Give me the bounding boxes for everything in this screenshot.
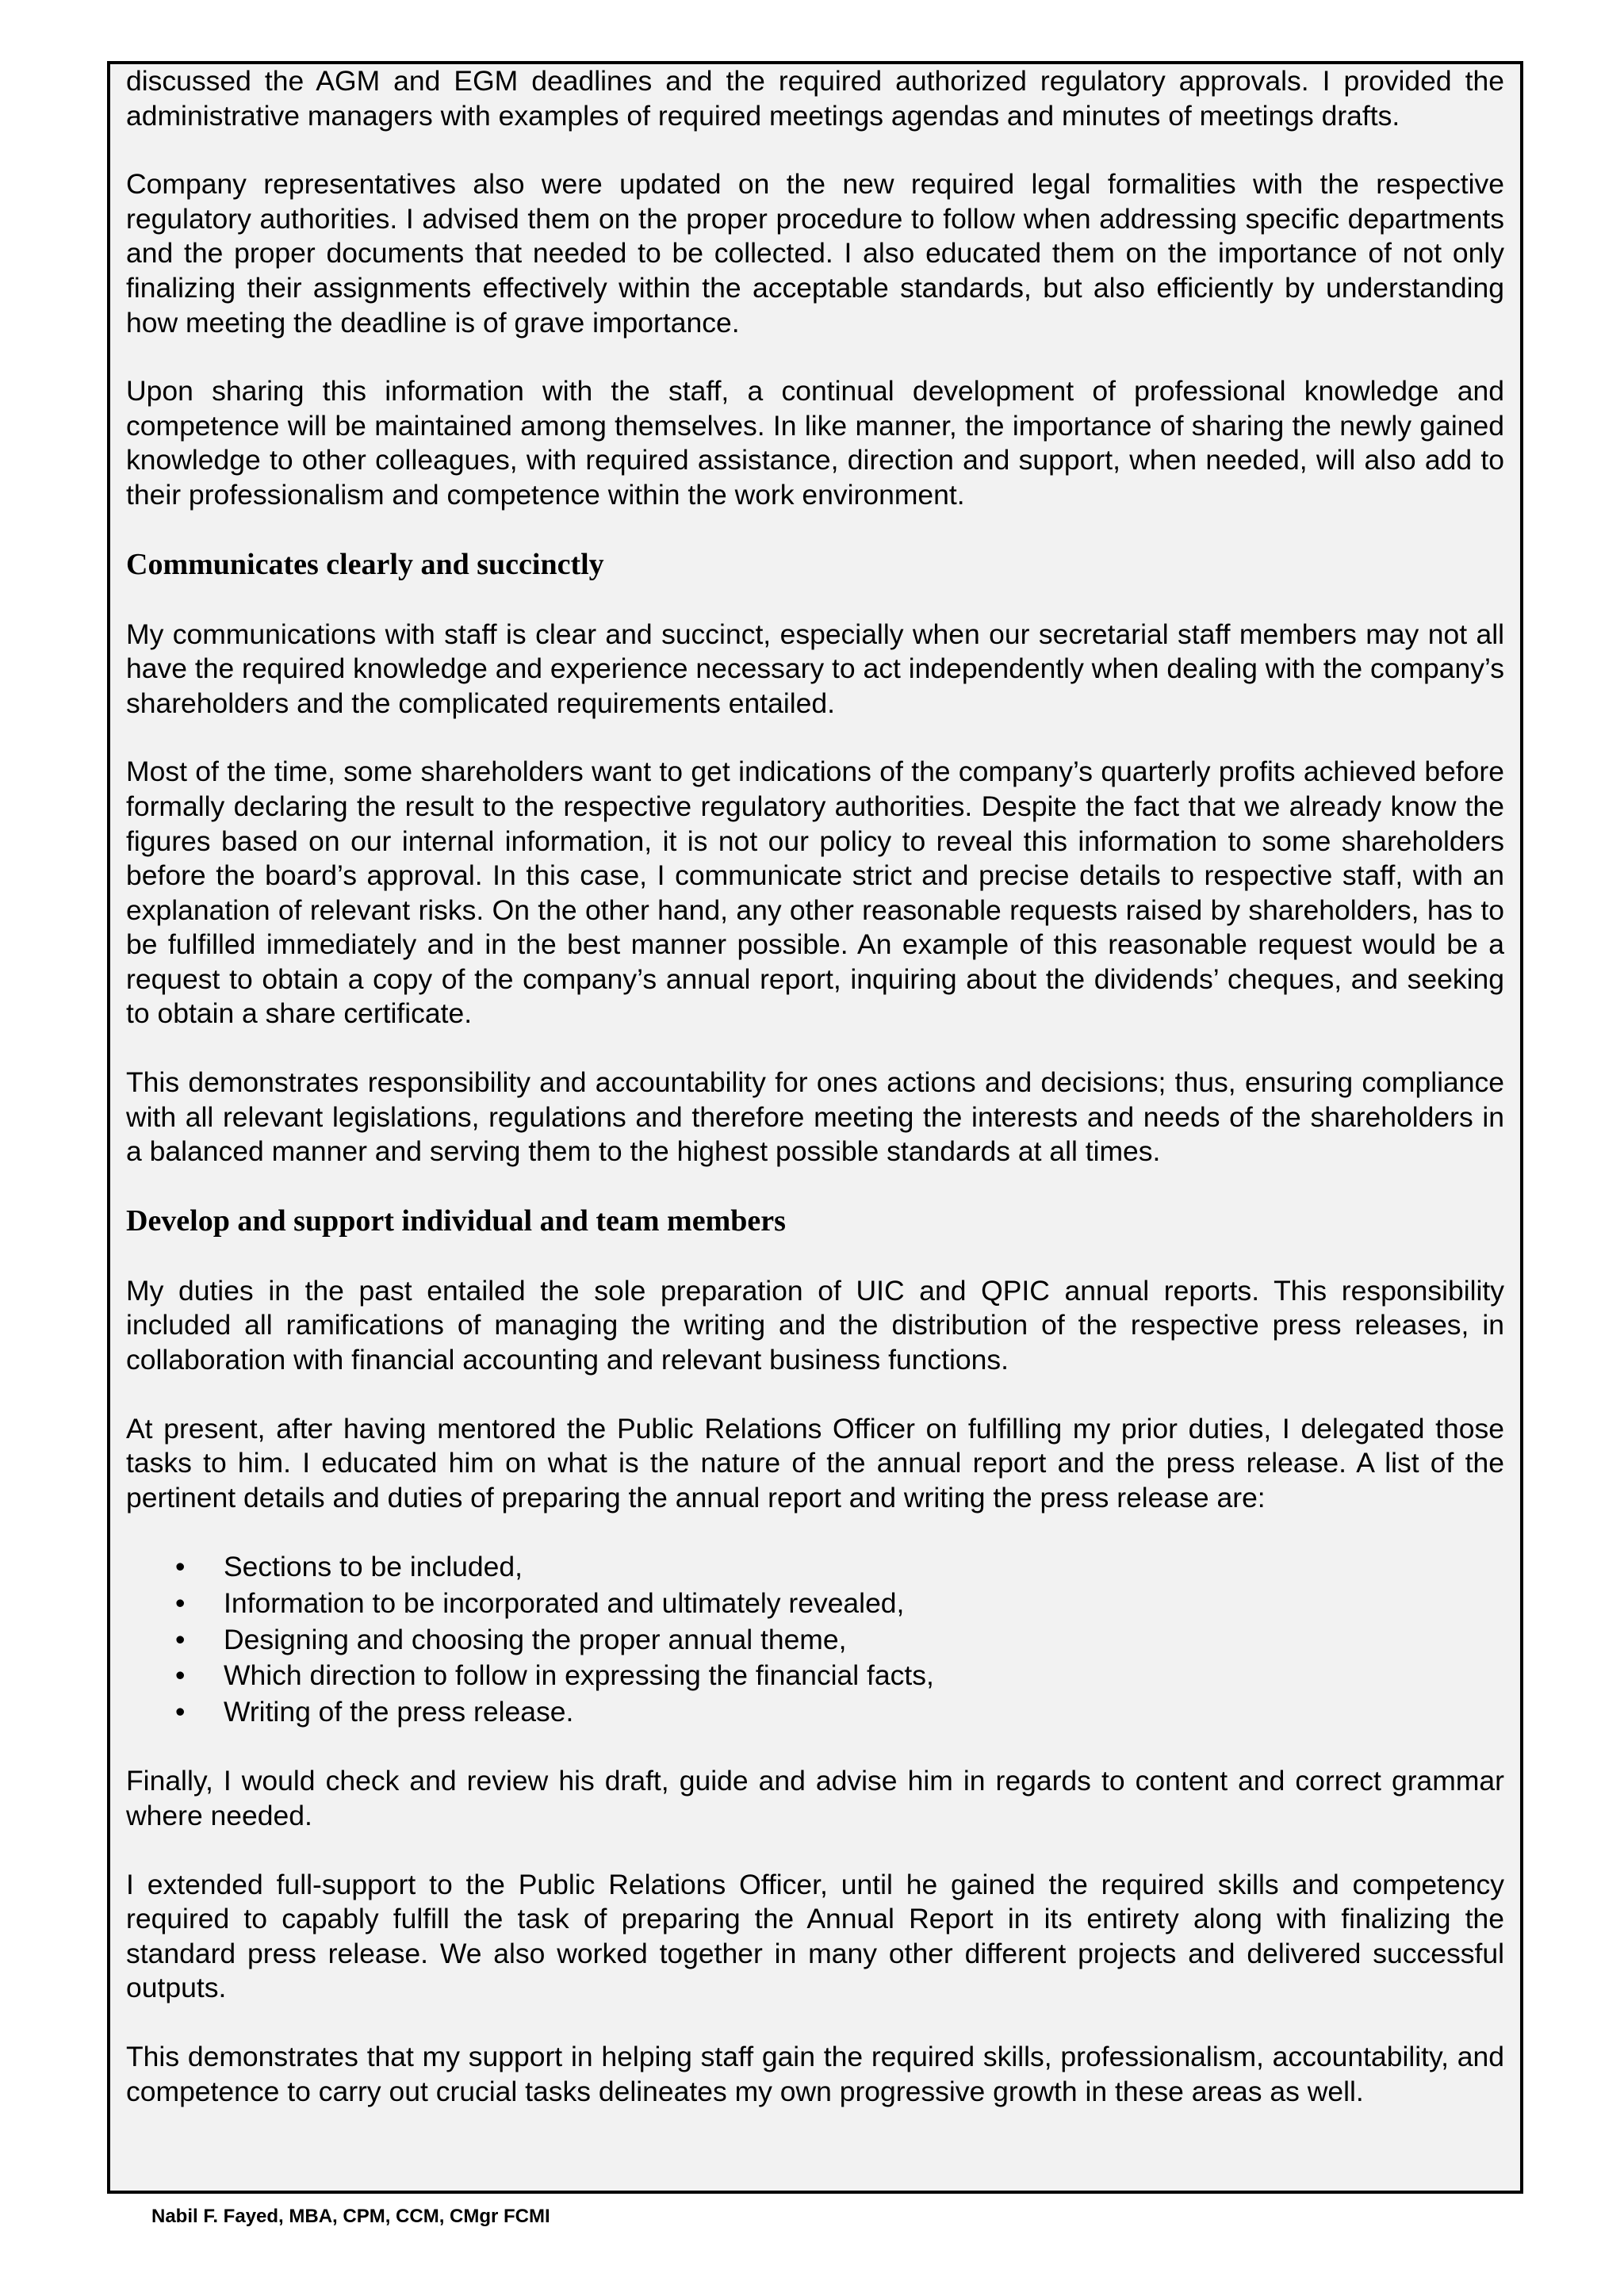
paragraph-demonstrates-support: This demonstrates that my support in helping staff gain the required skills, professionalism, accountability, and competence to carry out crucial tasks delineates my own progressive growth in these areas as well. (126, 2040, 1504, 2107)
paragraph-review-draft: Finally, I would check and review his draft, guide and advise him in regards to content and correct grammar where needed. (126, 1765, 1504, 1831)
list-item-text: Writing of the press release. (224, 1695, 574, 1728)
footer-author: Nabil F. Fayed, MBA, CPM, CCM, CMgr FCMI (151, 2206, 550, 2227)
section-heading-communicates: Communicates clearly and succinctly (126, 547, 604, 581)
list-item-text: Sections to be included, (224, 1551, 523, 1583)
bullet-icon: • (175, 1551, 186, 1583)
list-item-text: Designing and choosing the proper annual theme, (224, 1623, 847, 1655)
document-frame (107, 61, 1523, 2194)
paragraph-sharing-information: Upon sharing this information with the staff, a continual development of professional knowledge and competence will be maintained among themselves. In like manner, the importance of sharing the newly gained knowledge to other colleagues, with required assistance, direction and support, when needed, will also add to their professionalism and competence within the work environment. (126, 375, 1504, 511)
paragraph-past-duties: My duties in the past entailed the sole preparation of UIC and QPIC annual reports. This responsibility included all ramifications of managing the writing and the distribution of the respective press releases, in collaboration with financial accounting and relevant business functions. (126, 1274, 1504, 1376)
duties-bullet-list (126, 1549, 1504, 1730)
list-item (126, 1694, 1504, 1731)
list-item (126, 1549, 1504, 1586)
paragraph-shareholders: Most of the time, some shareholders want to get indications of the company’s quarterly profits achieved before formally declaring the result to the respective regulatory authorities. Despite the fact that we already know the figures based on our internal information, it is not our policy to reveal this information to some shareholders before the board’s approval. In this case, I communicate strict and precise details to respective staff, with an explanation of relevant risks. On the other hand, any other reasonable requests raised by shareholders, has to be fulfilled immediately and in the best manner possible. An example of this reasonable request would be a request to obtain a copy of the company’s annual report, inquiring about the dividends’ cheques, and seeking to obtain a share certificate. (126, 756, 1504, 1030)
section-heading-develop-support: Develop and support individual and team members (126, 1203, 786, 1238)
list-item-text: Information to be incorporated and ultimately revealed, (224, 1587, 905, 1619)
list-item (126, 1658, 1504, 1694)
bullet-icon: • (175, 1659, 186, 1692)
list-item (126, 1622, 1504, 1659)
bullet-icon: • (175, 1623, 186, 1655)
bullet-icon: • (175, 1587, 186, 1619)
bullet-icon: • (175, 1695, 186, 1728)
paragraph-responsibility: This demonstrates responsibility and accountability for ones actions and decisions; thus, ensuring compliance with all relevant legislations, regulations and therefore meeting the interests and needs of the shareholders in a balanced manner and serving them to the highest possible standards at all times. (126, 1066, 1504, 1168)
paragraph-company-representatives: Company representatives also were updated on the new required legal formalities with the respective regulatory authorities. I advised them on the proper procedure to follow when addressing specific departments and the proper documents that needed to be collected. I also educated them on the importance of not only finalizing their assignments effectively within the acceptable standards, but also efficiently by understanding how meeting the deadline is of grave importance. (126, 168, 1504, 339)
paragraph-communications: My communications with staff is clear and succinct, especially when our secretarial staff members may not all have the required knowledge and experience necessary to act independently when dealing with the company’s shareholders and the complicated requirements entailed. (126, 618, 1505, 719)
paragraph-mentoring: At present, after having mentored the Public Relations Officer on fulfilling my prior duties, I delegated those tasks to him. I educated him on what is the nature of the annual report and the press release. A list of the pertinent details and duties of preparing the annual report and writing the press release are: (126, 1412, 1504, 1513)
paragraph-full-support: I extended full-support to the Public Relations Officer, until he gained the required skills and competency required to capably fulfill the task of preparing the Annual Report in its entirety along with finalizing the standard press release. We also worked together in many other different projects and delivered successful outputs. (126, 1868, 1504, 2004)
paragraph-agm-egm: discussed the AGM and EGM deadlines and the required authorized regulatory approvals. I provided the administrative managers with examples of required meetings agendas and minutes of meetings drafts. (126, 65, 1504, 132)
list-item-text: Which direction to follow in expressing the financial facts, (224, 1659, 934, 1692)
list-item (126, 1586, 1504, 1622)
